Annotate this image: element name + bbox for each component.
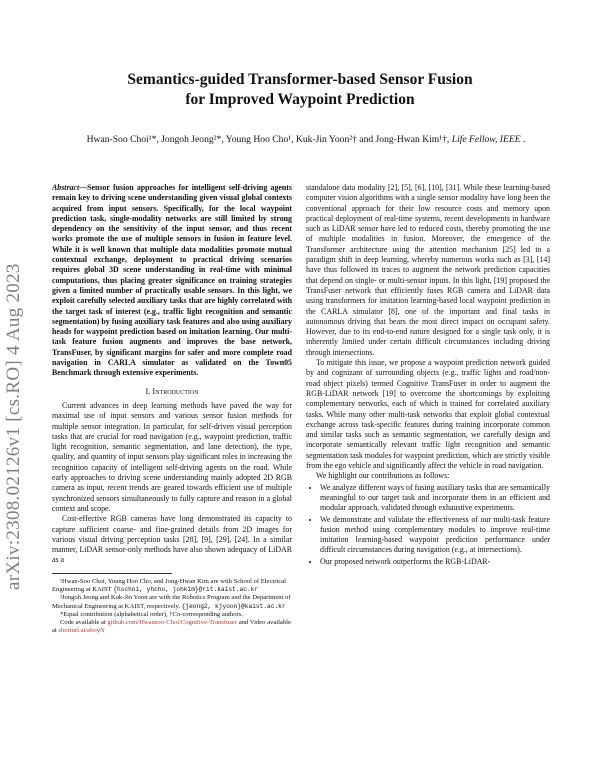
fellow-title: Life Fellow, IEEE — [451, 134, 521, 145]
footnote-1-emails: {hschoi, yhcho, johkim}@rit.kaist.ac.kr — [113, 585, 259, 593]
contribution-item: • We demonstrate and validate the effectiveness of our multi-task feature fusion method using complementary modules to improve real-time imitation learning-based waypoint prediction performance under difficult circumstances during navigation (e.g., at intersections). — [320, 515, 550, 556]
footnote-4-text-b: and Video available at — [52, 619, 291, 635]
author-names: Hwan-Soo Choi¹*, Jongoh Jeong²*, Young Hoo Cho¹, Kuk-Jin Yoon²† and Jong-Hwan Kim¹†, — [86, 134, 450, 145]
abstract-lead: Abstract — [52, 183, 80, 192]
title-line-1: Semantics-guided Transformer-based Sensor Fusion — [127, 71, 473, 88]
abstract — [52, 183, 292, 379]
footnote-2-emails: {jeong2, kjyoon}@kaist.ac.kr — [181, 602, 286, 610]
footnote-2-text: ²Jongoh Jeong and Kuk-Jin Yoon are with the Robotics Program and the Department of Mechanical Engineering at KAIST, respectively. — [52, 594, 291, 610]
abstract-text: —Sensor fusion approaches for intelligent self-driving agents remain key to driving scene understanding given visual global contexts acquired from input sensors. Specifically, for the local waypoint prediction task, single-modality networks are still limited by strong dependency on the sensitivity of the input sensor, and thus recent works promote the use of multiple sensors in fusion in feature level. While it is well known that multiple data modalities promote mutual contextual exchange, deployment to practical driving scenarios requires global 3D scene understanding in real-time with minimal computations, thus placing greater significance on training strategies given a limited number of practically usable sensors. In this light, we exploit carefully selected auxiliary tasks that are highly correlated with the target task of interest (e.g., traffic light recognition and semantic segmentation) by fusing auxiliary task features and also using auxiliary heads for waypoint prediction based on imitation learning. Our multi-task feature fusion augments and improves the base network, TransFuser, by significant margins for safer and more complete road navigation in CARLA simulator as validated on the Town05 Benchmark through extensive experiments. — [52, 183, 292, 378]
intro-paragraph-1: Current advances in deep learning methods have paved the way for maximal use of input sensors and various sensor fusion methods for multiple sensor integration. In particular, for self-driven visual perception tasks that are crucial for road navigation (e.g., waypoint prediction, traffic light recognition, semantic segmentation, and lane detection), the type, quality, and quantity of input sensors play significant roles in increasing the recognition capacity of intelligent self-driving agents on the road. While early approaches to driving scene understanding mainly adopted 2D RGB camera as input, recent trends are geared towards efficient use of multiple synchronized sensors simultaneously to fully capture and reason in a global context and scope. — [52, 400, 292, 513]
footnote-2 — [52, 594, 292, 611]
contribution-item: • Our proposed network outperforms the RGB-LiDAR- — [320, 557, 550, 567]
right-paragraph-2: To mitigate this issue, we propose a waypoint prediction network guided by and cognizant of surrounding objects (e.g., traffic lights and road/non-road object pixels) termed Cognitive TransFuser in order to augment the RGB-LiDAR network [19] to overcome the shortcomings by exploiting complementary networks, each of which is trained for correlated auxiliary tasks. While many other multi-task networks that exploit global contextual exchange across task-specific features during training incorporate common and similar tasks such as semantic segmentation, we carefully design and incorporate semantically relevant traffic light recognition and semantic segmentation task modules for waypoint prediction, which are strictly visible from the ego vehicle and significantly affect the vehicle in road navigation. — [306, 358, 550, 471]
contributions-list — [306, 483, 550, 567]
code-link[interactable]: github.com/Hwansoo-Choi/Cognitive-Transfuser — [107, 619, 238, 627]
author-list — [52, 134, 560, 146]
footnote-divider — [52, 573, 172, 574]
footnote-3: *Equal contribution (alphabetical order), †Co-corresponding authors. — [60, 610, 243, 618]
paper-title — [60, 70, 540, 110]
footnote-1-text: ¹Hwan-Soo Choi, Young Hoo Cho, and Jong-Hwan Kim are with School of Electrical Engineering at KAIST — [52, 577, 286, 593]
contributions-intro: We highlight our contributions as follows: — [316, 471, 450, 481]
footnote-4 — [52, 619, 292, 636]
contribution-item: • We analyze different ways of fusing auxiliary tasks that are semantically meaningful to our target task and incorporate them in an efficient and modular approach, validated through exhaustive experiments. — [320, 483, 550, 514]
intro-paragraph-2: Cost-effective RGB cameras have long demonstrated its capacity to capture sufficient coarse- and fine-grained details from 2D images for various visual driving perception tasks [28], [9], [29], [24]. In a similar manner, LiDAR sensor-only methods have also shown adequacy of LiDAR as a — [52, 514, 292, 565]
title-line-2: for Improved Waypoint Prediction — [185, 91, 415, 108]
right-paragraph-1: standalone data modality [2], [5], [6], [10], [31]. While these learning-based computer vision algorithms with a single sensor modality have long been the conventional approach for their low resource costs and memory upon practical deployment of real-time systems, recent developments in hardware such as LiDAR sensor have led to reduced costs, thereby promoting the use of multiple modalities in fusion. Moreover, the emergence of the Transformer architecture using the attention mechanism [25] led to a paradigm shift in deep learning, whereby numerous works such as [3], [14] have thus followed its traces to augment the network prediction capacities that depend on single- or multi-sensor inputs. In this light, [19] proposed the TransFuser network that efficiently fuses RGB camera and LiDAR data using transformers for imitation learning-based local waypoint prediction in the CARLA simulator [8], one of the important and final tasks in autonomous driving that bears the most direct impact on occupant safety. However, due to its end-to-end nature designed for a single task only, it is inherently limited under certain difficult circumstances including driving through intersections. — [306, 183, 550, 357]
left-column — [52, 183, 292, 636]
video-link[interactable]: shorturl.at/aboyN — [58, 627, 105, 635]
right-column — [306, 183, 550, 568]
footnote-4-text: Code available at — [60, 619, 106, 627]
arxiv-stamp: arXiv:2308.02126v1 [cs.RO] 4 Aug 2023 — [3, 263, 24, 590]
footnote-1 — [52, 578, 292, 595]
section-heading-introduction: I. Introduction — [145, 386, 199, 396]
author-end: . — [522, 134, 526, 145]
